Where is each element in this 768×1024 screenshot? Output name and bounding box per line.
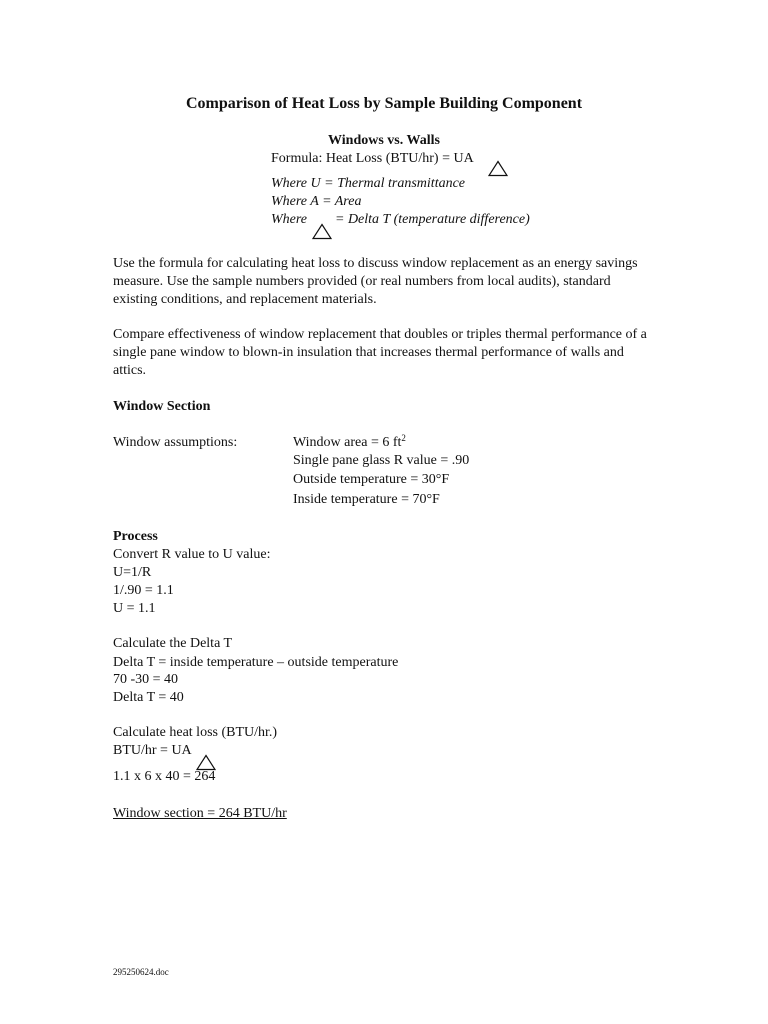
footer-filename: 295250624.doc (113, 967, 169, 977)
window-section-heading: Window Section (113, 399, 211, 414)
assumption-area-text: Window area = 6 ft (293, 435, 402, 450)
paragraph-compare: Compare effectiveness of window replacement that doubles or triples thermal performance of a single pane window to blown-in insulation that increases thermal performance of walls and attics. (113, 327, 647, 378)
step3-line2: 1.1 x 6 x 40 = 264 (113, 769, 216, 784)
where-delta-prefix: Where (271, 212, 308, 227)
assumption-area-exponent: 2 (401, 433, 406, 443)
page-title: Comparison of Heat Loss by Sample Building Component (185, 95, 583, 112)
section-subtitle: Windows vs. Walls (328, 133, 440, 148)
step1-title: Convert R value to U value: (113, 547, 271, 562)
step3-line1: BTU/hr = UA (113, 743, 192, 758)
formula-line: Formula: Heat Loss (BTU/hr) = UA (271, 151, 474, 166)
delta-triangle-icon (488, 160, 508, 177)
step1-line2: 1/.90 = 1.1 (113, 583, 174, 598)
where-a-line: Where A = Area (271, 194, 362, 209)
assumption-r-value: Single pane glass R value = .90 (293, 453, 470, 468)
paragraph-intro: Use the formula for calculating heat loss to discuss window replacement as an energy savings measure. Use the sample numbers provided (or real numbers from local audits), standard existing conditions, and replacement materials. (113, 256, 638, 307)
assumption-inside-temp: Inside temperature = 70°F (293, 492, 440, 507)
step3-title: Calculate heat loss (BTU/hr.) (113, 725, 278, 740)
step2-line3: Delta T = 40 (113, 690, 184, 705)
where-delta-suffix: = Delta T (temperature difference) (335, 212, 530, 227)
step1-line3: U = 1.1 (113, 601, 156, 616)
process-heading: Process (113, 529, 158, 544)
step2-line1: Delta T = inside temperature – outside temperature (113, 655, 399, 670)
assumptions-label: Window assumptions: (113, 435, 238, 450)
step2-title: Calculate the Delta T (113, 636, 233, 651)
delta-triangle-icon (312, 223, 332, 240)
where-u-line: Where U = Thermal transmittance (271, 176, 466, 191)
step1-line1: U=1/R (113, 565, 152, 580)
window-section-result: Window section = 264 BTU/hr (113, 806, 287, 821)
step2-line2: 70 -30 = 40 (113, 672, 179, 687)
assumption-area (293, 434, 406, 452)
assumption-outside-temp: Outside temperature = 30°F (293, 472, 450, 487)
